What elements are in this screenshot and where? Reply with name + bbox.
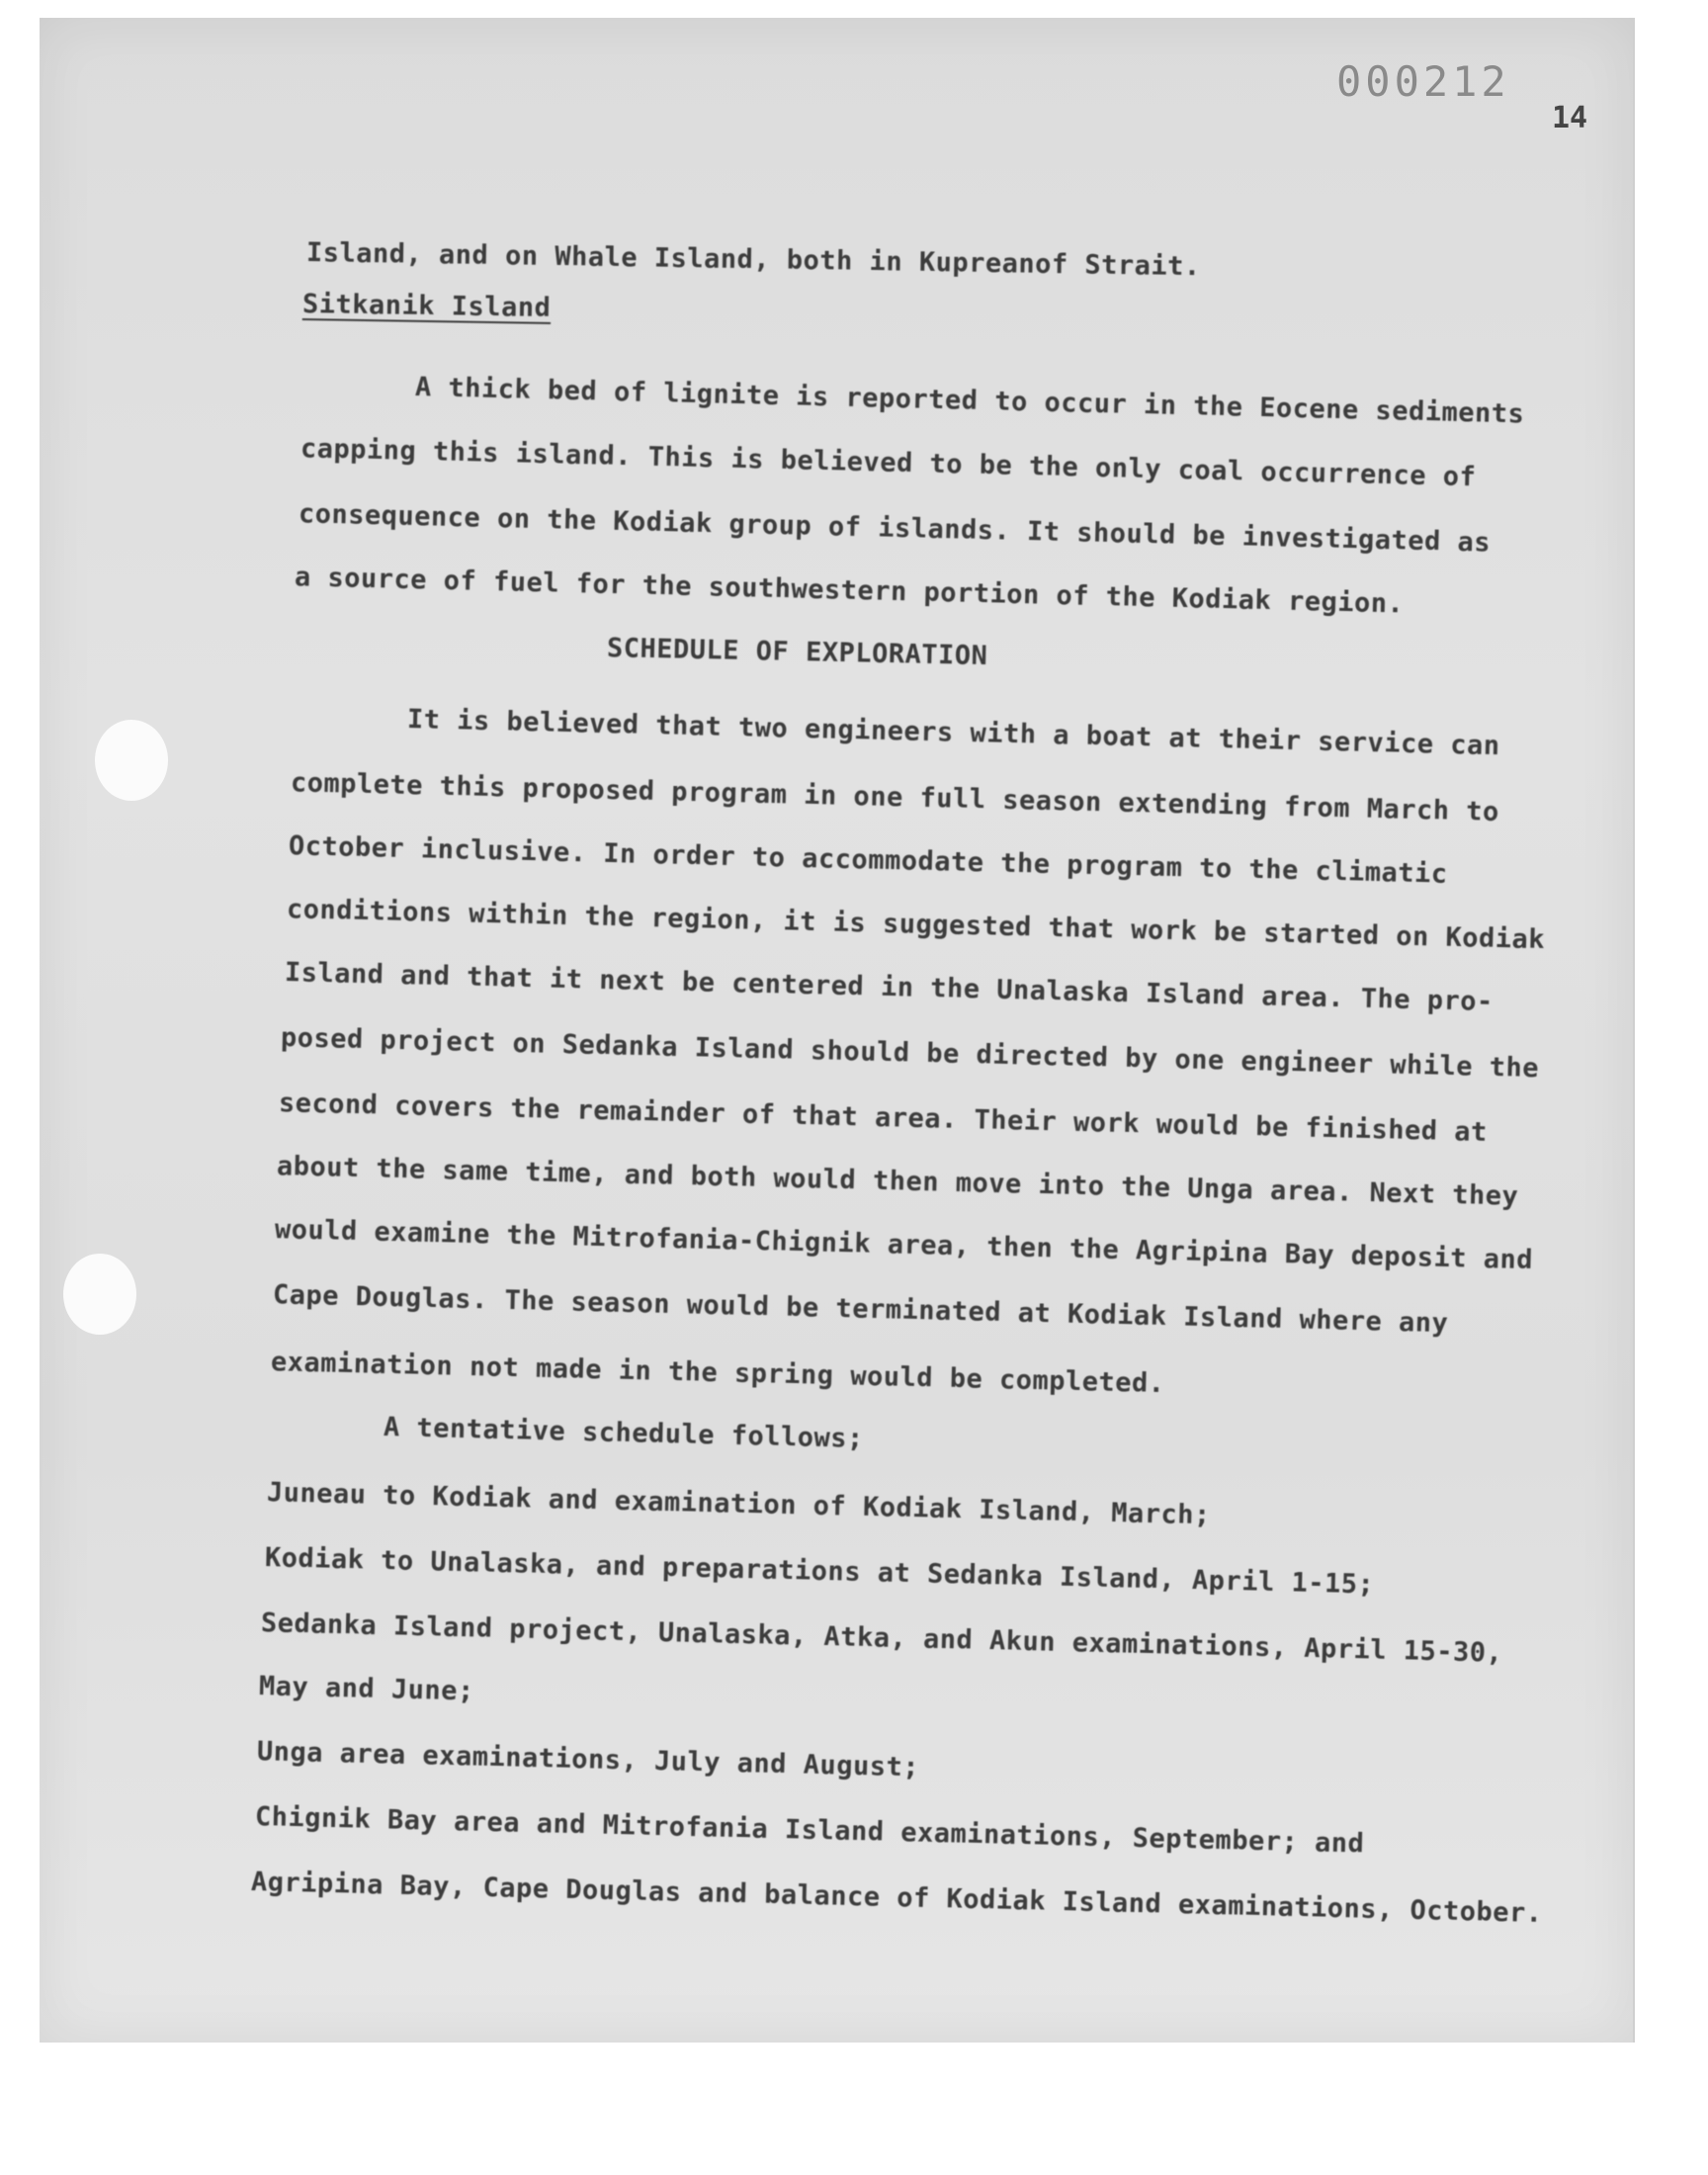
- paragraph-line: about the same time, and both would then move into the Unga area. Next they: [276, 1151, 1519, 1212]
- paragraph-line: a source of fuel for the southwestern portion of the Kodiak region.: [294, 562, 1405, 620]
- continuation-line: Island, and on Whale Island, both in Kupreanof Strait.: [305, 237, 1201, 283]
- paragraph-line: consequence on the Kodiak group of islands. It should be investigated as: [298, 498, 1492, 559]
- paragraph-line: Cape Douglas. The season would be terminated at Kodiak Island where any: [272, 1279, 1449, 1340]
- schedule-item: Sedanka Island project, Unalaska, Atka, and Akun examinations, April 15-30,: [260, 1608, 1503, 1669]
- paragraph-line: second covers the remainder of that area. Their work would be finished at: [278, 1088, 1489, 1148]
- paragraph-line: A thick bed of lignite is reported to occur in the Eocene sediments: [414, 372, 1525, 430]
- schedule-item: Agripina Bay, Cape Douglas and balance of Kodiak Island examinations, October.: [250, 1867, 1543, 1929]
- punch-hole-lower: [63, 1254, 136, 1335]
- paragraph-line: Island and that it next be centered in the Unalaska Island area. The pro-: [284, 957, 1494, 1017]
- paragraph-line: conditions within the region, it is suggested that work be started on Kodiak: [286, 894, 1546, 956]
- tentative-intro: A tentative schedule follows;: [383, 1412, 865, 1454]
- section-heading: Sitkanik Island: [301, 289, 552, 323]
- paper-sheet: [40, 18, 1635, 2043]
- schedule-item: Unga area examinations, July and August;: [256, 1736, 920, 1784]
- schedule-item: Chignik Bay area and Mitrofania Island examinations, September; and: [254, 1801, 1365, 1860]
- schedule-item: Juneau to Kodiak and examination of Kodiak Island, March;: [266, 1477, 1212, 1531]
- stamp-number: 000212: [1336, 57, 1510, 106]
- schedule-item: Kodiak to Unalaska, and preparations at Sedanka Island, April 1-15;: [264, 1542, 1375, 1601]
- paragraph-line: posed project on Sedanka Island should be directed by one engineer while the: [280, 1022, 1540, 1085]
- paragraph-line: capping this island. This is believed to be the only coal occurrence of: [299, 433, 1477, 493]
- paragraph-line: would examine the Mitrofania-Chignik area, then the Agripina Bay deposit and: [274, 1214, 1534, 1276]
- paragraph-line: It is believed that two engineers with a boat at their service can: [406, 704, 1500, 762]
- paragraph-line: October inclusive. In order to accommodate the program to the climatic: [288, 830, 1448, 890]
- schedule-heading: SCHEDULE OF EXPLORATION: [606, 633, 988, 672]
- schedule-item: May and June;: [258, 1671, 475, 1707]
- page-number: 14: [1552, 101, 1588, 135]
- paragraph-line: examination not made in the spring would be completed.: [270, 1347, 1165, 1400]
- punch-hole-upper: [95, 720, 168, 801]
- paragraph-line: complete this proposed program in one full season extending from March to: [290, 767, 1500, 827]
